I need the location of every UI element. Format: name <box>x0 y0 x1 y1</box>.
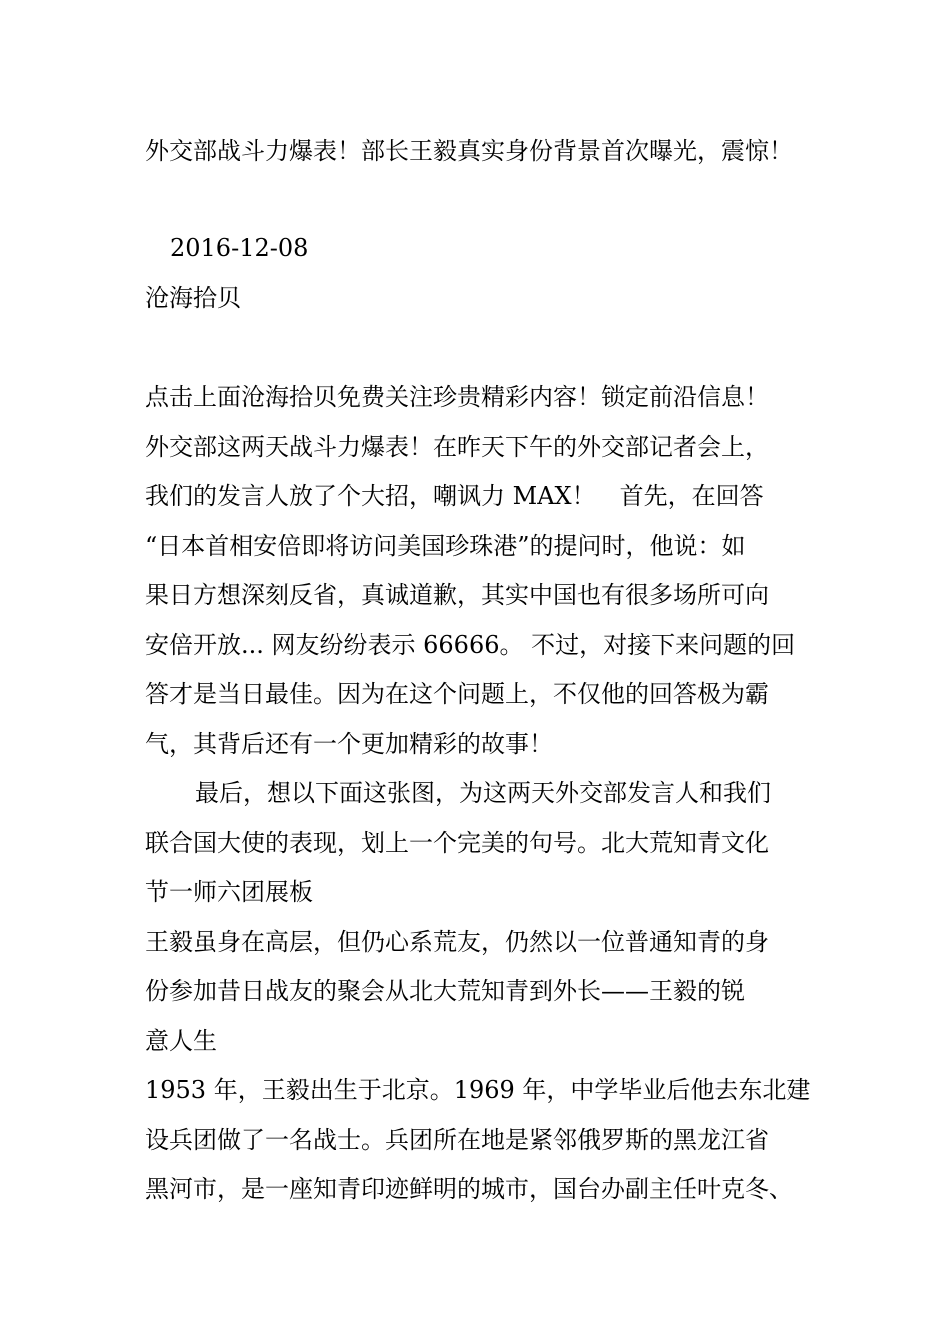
body-line: 果日方想深刻反省，真诚道歉，其实中国也有很多场所可向 <box>145 581 769 609</box>
body-line: 安倍开放... 网友纷纷表示 66666。 不过，对接下来问题的回 <box>145 630 796 659</box>
body-line: 点击上面沧海拾贝免费关注珍贵精彩内容！锁定前沿信息！ <box>145 383 769 411</box>
body-line: 最后，想以下面这张图，为这两天外交部发言人和我们 <box>195 779 771 807</box>
body-line: “日本首相安倍即将访问美国珍珠港”的提问时，他说：如 <box>145 531 746 560</box>
spacer <box>145 176 825 224</box>
body-line: 答才是当日最佳。因为在这个问题上，不仅他的回答极为霸 <box>145 680 769 708</box>
document-page <box>145 126 825 1215</box>
body-line: 份参加昔日战友的聚会从北大荒知青到外长——王毅的锐 <box>145 977 745 1005</box>
publish-date: 2016-12-08 <box>170 234 309 262</box>
article-body <box>145 373 825 1215</box>
body-line: 设兵团做了一名战士。兵团所在地是紧邻俄罗斯的黑龙江省 <box>145 1125 769 1154</box>
body-line: 气，其背后还有一个更加精彩的故事！ <box>145 729 553 758</box>
body-line: 节一师六团展板 <box>145 878 313 906</box>
body-line: 外交部这两天战斗力爆表！在昨天下午的外交部记者会上， <box>145 432 769 461</box>
body-line: 王毅虽身在高层，但仍心系荒友，仍然以一位普通知青的身 <box>145 927 769 956</box>
author-name: 沧海拾贝 <box>145 283 241 312</box>
article-title: 外交部战斗力爆表！部长王毅真实身份背景首次曝光，震惊！ <box>145 137 793 165</box>
body-line: 联合国大使的表现，划上一个完美的句号。北大荒知青文化 <box>145 828 769 857</box>
body-line: 我们的发言人放了个大招，嘲讽力 MAX！ 首先，在回答 <box>145 482 764 510</box>
spacer <box>145 323 825 373</box>
body-line: 意人生 <box>145 1026 217 1055</box>
body-line: 1953 年，王毅出生于北京。1969 年，中学毕业后他去东北建 <box>145 1076 811 1104</box>
body-line: 黑河市，是一座知青印迹鲜明的城市，国台办副主任叶克冬、 <box>145 1175 793 1203</box>
